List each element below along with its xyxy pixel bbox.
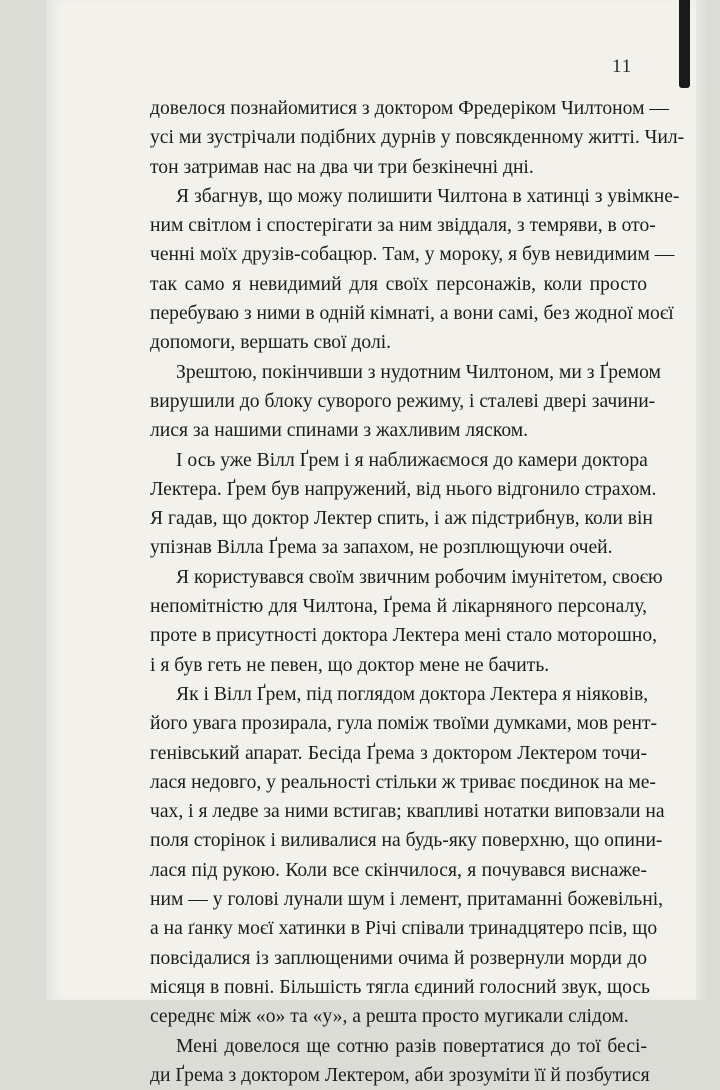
body-text xyxy=(150,94,685,1090)
page-number: 11 xyxy=(612,56,633,77)
text-line: довелося познайомитися з доктором Фредеріком Чилтоном — xyxy=(150,98,669,119)
bookmark-ribbon xyxy=(679,0,690,88)
text-line: поля сторінок і виливалися на будь-яку поверхню, що опини- xyxy=(150,830,663,852)
text-line: ди Ґрема з доктором Лектером, аби зрозуміти її й позбутися xyxy=(150,1064,650,1086)
text-line: ним світлом і спостерігати за ним звіддаля, з темряви, в ото- xyxy=(150,215,656,237)
text-line: упізнав Вілла Ґрема за запахом, не розплющуючи очей. xyxy=(150,537,613,559)
text-line: так само я невидимий для своїх персонажів, коли просто xyxy=(150,273,647,295)
text-line: місяця в повні. Більшість тягла єдиний голосний звук, щось xyxy=(150,976,650,998)
text-line: проте в присутності доктора Лектера мені стало моторошно, xyxy=(150,625,658,647)
text-line: і я був геть не певен, що доктор мене не бачить. xyxy=(150,654,550,676)
text-line: Зрештою, покінчивши з нудотним Чилтоном, ми з Ґремом xyxy=(176,361,661,383)
text-line: генівський апарат. Бесіда Ґрема з доктором Лектером точи- xyxy=(150,742,647,764)
text-line: Як і Вілл Ґрем, під поглядом доктора Лектера я ніяковів, xyxy=(176,683,649,705)
text-line: Мені довелося ще сотню разів повертатися до тої бесі- xyxy=(176,1035,647,1057)
text-line: а на ґанку моєї хатинки в Річі співали тринадцятеро псів, що xyxy=(150,918,658,940)
text-line: середнє між «о» та «у», а решта просто мугикали слідом. xyxy=(150,1006,629,1028)
text-line: вирушили до блоку суворого режиму, і сталеві двері зачини- xyxy=(150,390,656,412)
text-line: лася недовго, у реальності стільки ж триває поєдинок на ме- xyxy=(150,771,656,793)
text-line: ченні моїх друзів-собацюр. Там, у мороку, я був невидимим — xyxy=(150,244,675,266)
text-line: повсідалися із заплющеними очима й розвернули морди до xyxy=(150,947,647,969)
text-line: Лектера. Ґрем був напружений, від нього відгонило страхом. xyxy=(150,478,657,500)
text-line: усі ми зустрічали подібних дурнів у повсякденному житті. Чил- xyxy=(150,127,685,149)
book-page xyxy=(46,0,710,1086)
text-line: лися за нашими спинами з жахливим ляском. xyxy=(150,420,529,442)
text-line: Я збагнув, що можу полишити Чилтона в хатинці з увімкне- xyxy=(176,185,680,207)
page-edge xyxy=(696,0,710,1000)
text-line: лася під рукою. Коли все скінчилося, я почувався виснаже- xyxy=(150,859,647,881)
text-line: його увага прозирала, гула поміж твоїми думками, мов рент- xyxy=(150,713,658,735)
text-line: І ось уже Вілл Ґрем і я наближаємося до камери доктора xyxy=(176,449,648,471)
text-line: Я гадав, що доктор Лектер спить, і аж підстрибнув, коли він xyxy=(150,508,653,530)
text-line: перебуваю з ними в одній кімнаті, а вони самі, без жодної моєї xyxy=(150,303,674,325)
text-line: чах, і я ледве за ними встигав; квапливі нотатки виповзали на xyxy=(150,801,665,823)
text-line: ним — у голові лунали шум і лемент, притаманні божевільні, xyxy=(150,889,664,911)
text-line: тон затримав нас на два чи три безкінечні дні. xyxy=(150,156,534,178)
text-line: непомітністю для Чилтона, Ґрема й лікарняного персоналу, xyxy=(150,596,647,618)
text-line: Я користувався своїм звичним робочим імунітетом, своєю xyxy=(176,566,663,588)
text-line: допомоги, вершать свої долі. xyxy=(150,332,392,354)
